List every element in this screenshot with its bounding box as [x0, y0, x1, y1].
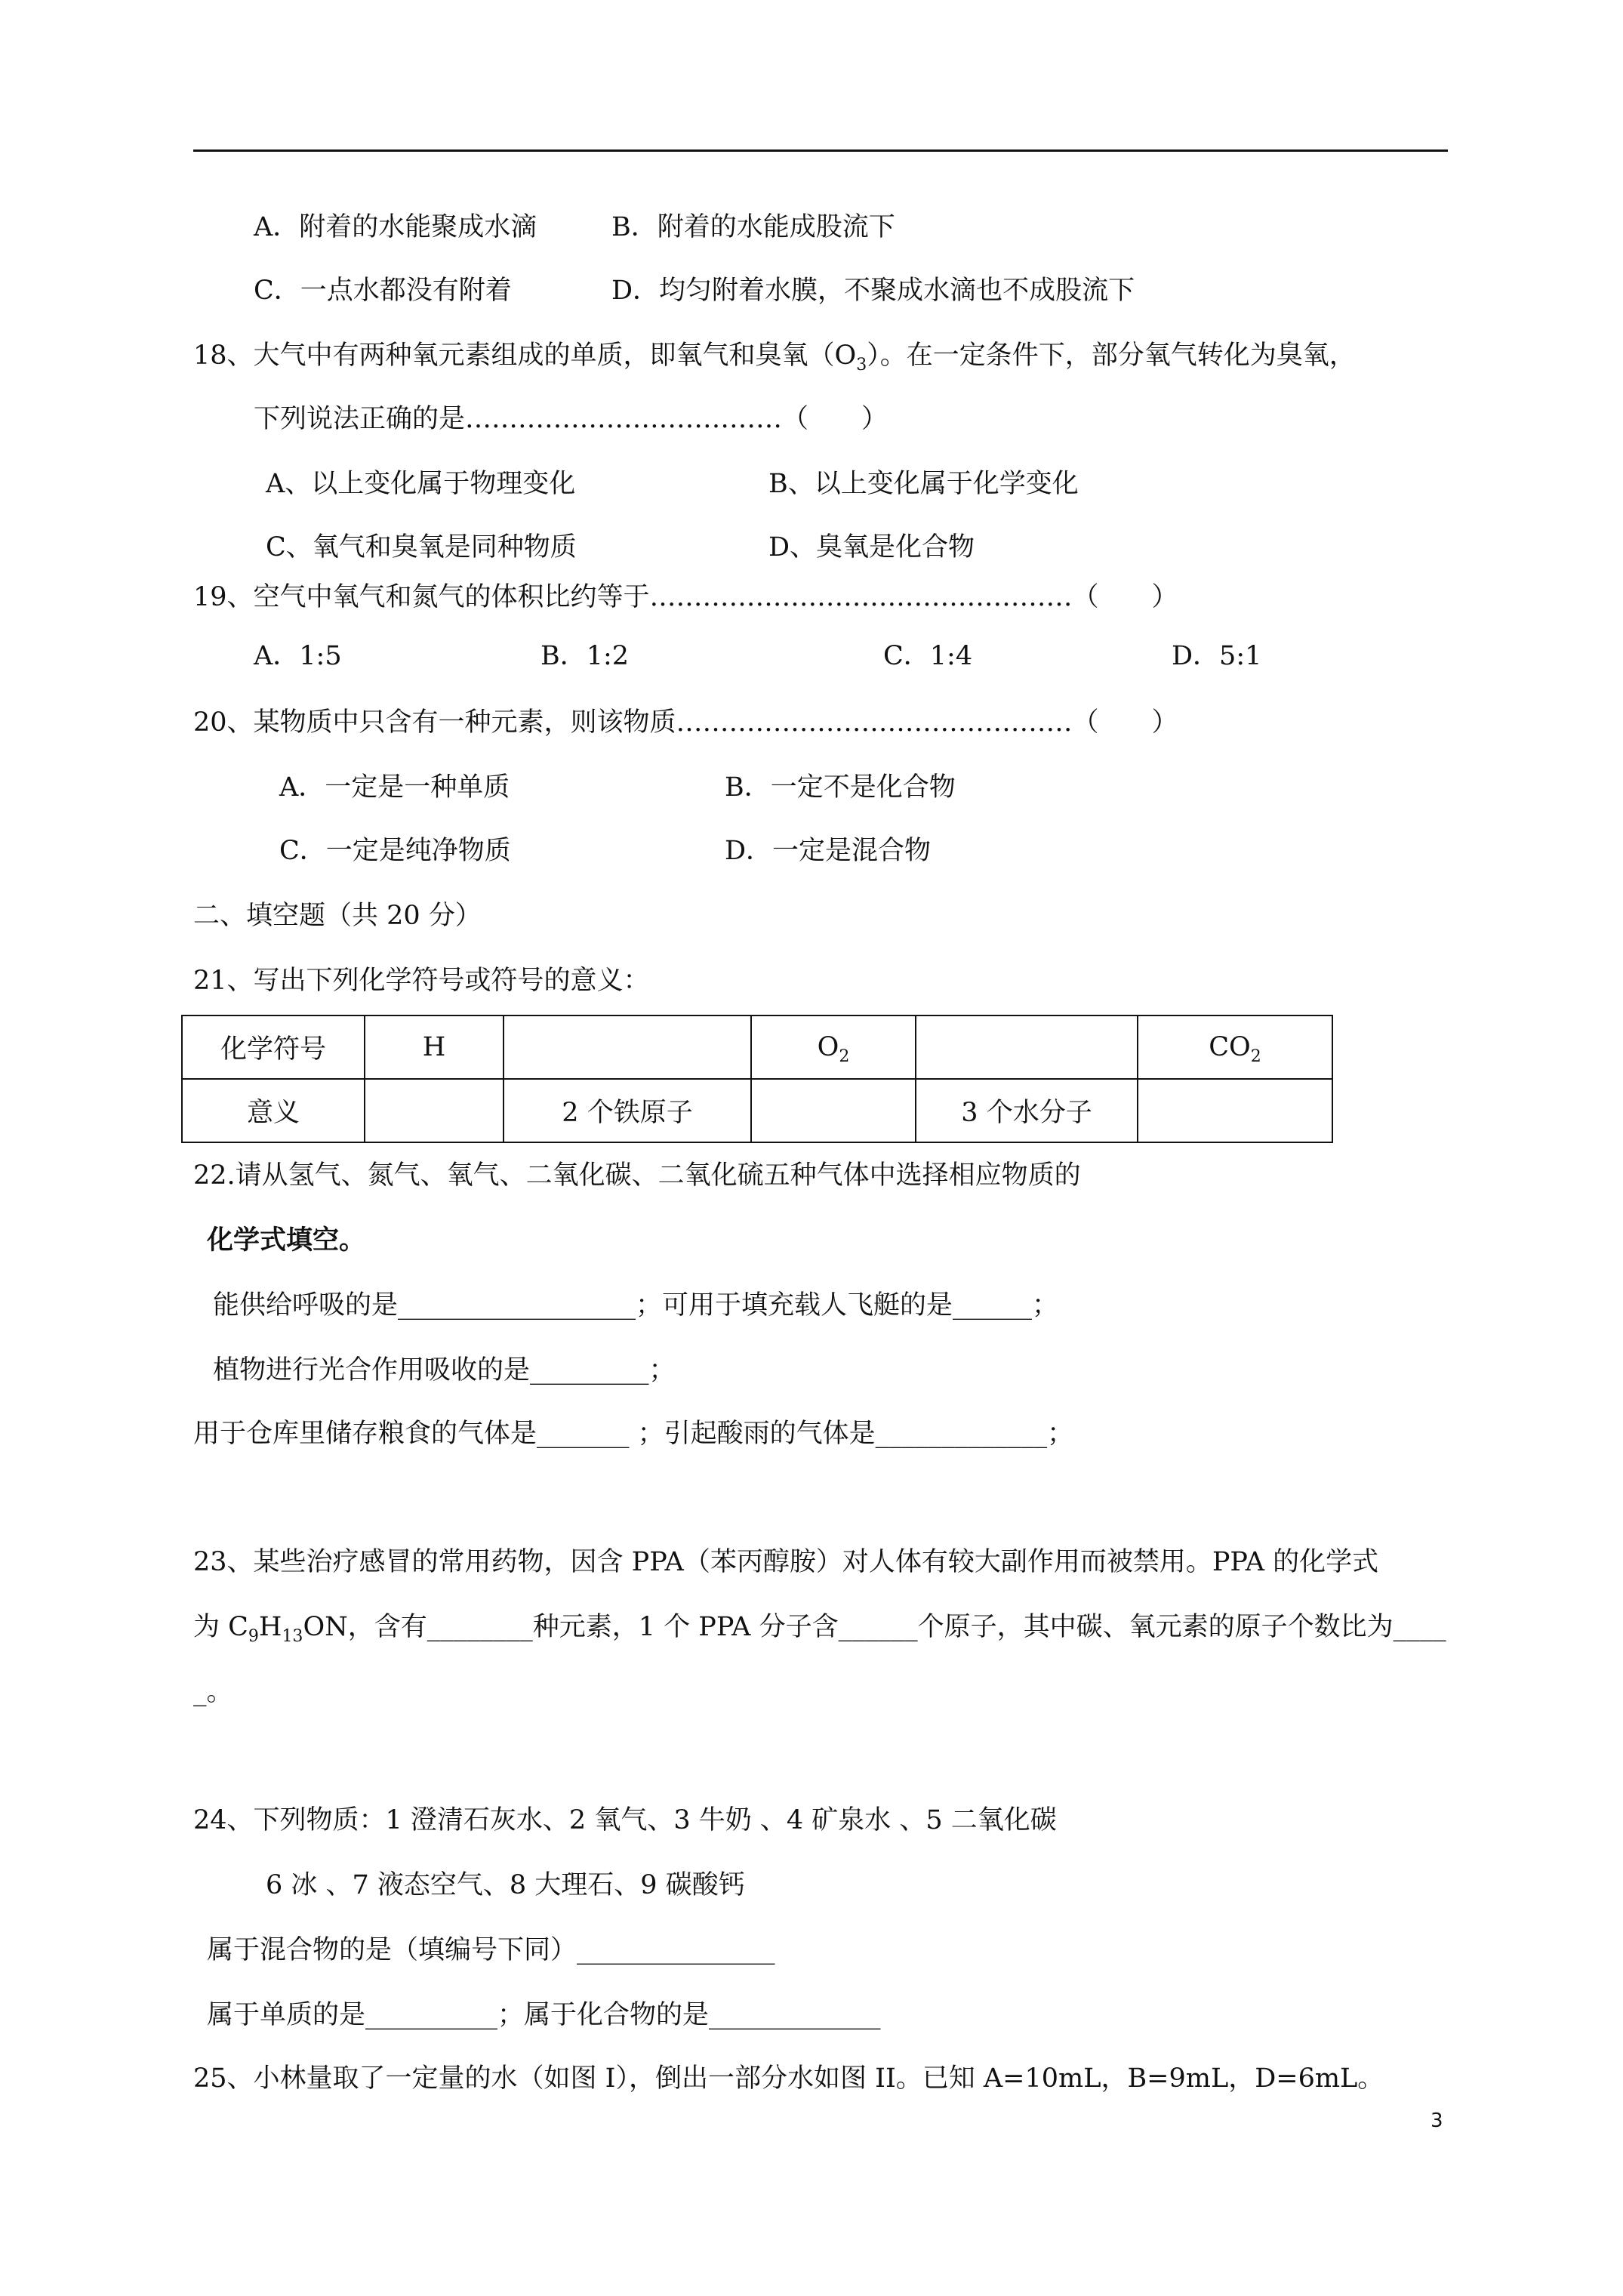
q21-stem: 21、写出下列化学符号或符号的意义： — [193, 966, 650, 996]
q18-option-b: B、以上变化属于化学变化 — [768, 469, 1079, 499]
q22-line2: 植物进行光合作用吸收的是_________； — [213, 1355, 676, 1385]
q18-option-c: C、氧气和臭氧是同种物质 — [266, 532, 577, 562]
q24-line1: 24、下列物质：1 澄清石灰水、2 氧气、3 牛奶 、4 矿泉水 、5 二氧化碳 — [193, 1805, 1057, 1835]
q20-option-a: A．一定是一种单质 — [279, 772, 510, 803]
q18-option-d: D、臭氧是化合物 — [768, 532, 975, 562]
q22-stem-line2: 化学式填空。 — [207, 1225, 366, 1256]
table-cell: 2 个铁原子 — [504, 1079, 751, 1142]
q24-line3: 属于混合物的是（填编号下同）_______________ — [207, 1935, 775, 1965]
q24-line2: 6 冰 、7 液态空气、8 大理石、9 碳酸钙 — [266, 1870, 745, 1900]
page-number: 3 — [1431, 2110, 1443, 2132]
q25-line1: 25、小林量取了一定量的水（如图 I），倒出一部分水如图 II。已知 A=10mL，B=9mL，D=6mL。 — [193, 2063, 1384, 2094]
table-cell: $CO_2$ — [1138, 1015, 1332, 1079]
q23-line1: 23、某些治疗感冒的常用药物，因含 PPA（苯丙醇胺）对人体有较大副作用而被禁用。PPA 的化学式 — [193, 1547, 1379, 1577]
q20-stem: 20、某物质中只含有一种元素，则该物质………………………………………（ ） — [193, 707, 1178, 738]
table-cell: 意义 — [182, 1079, 365, 1142]
table-cell — [916, 1015, 1138, 1079]
table-cell: 化学符号 — [182, 1015, 365, 1079]
q19-option-a: A．1:5 — [254, 641, 342, 671]
table-cell — [365, 1079, 504, 1142]
table-cell: H — [365, 1015, 504, 1079]
q20-option-c: C．一定是纯净物质 — [279, 836, 511, 866]
symbol-table — [181, 1015, 1333, 1143]
table-cell: $O_2$ — [751, 1015, 916, 1079]
q19-option-c: C．1:4 — [883, 641, 973, 671]
q19-option-d: D．5:1 — [1172, 641, 1262, 671]
q17-option-d: D．均匀附着水膜，不聚成水滴也不成股流下 — [611, 276, 1135, 306]
q19-option-b: B．1:2 — [540, 641, 630, 671]
table-cell: 3 个水分子 — [916, 1079, 1138, 1142]
q22-line3: 用于仓库里储存粮食的气体是_______ ；引起酸雨的气体是_____________； — [193, 1419, 1074, 1449]
q18-stem: 18、大气中有两种氧元素组成的单质，即氧气和臭氧$(O_3)$。在一定条件下，部分氧气转化为臭氧， — [193, 341, 1356, 374]
table-cell — [1138, 1079, 1332, 1142]
q22-stem: 22.请从氢气、氮气、氧气、二氧化碳、二氧化硫五种气体中选择相应物质的 — [193, 1160, 1081, 1191]
q19-stem: 19、空气中氧气和氮气的体积比约等于…………………………………………（ ） — [193, 582, 1178, 612]
q18-stem-line2: 下列说法正确的是………………………………（ ） — [254, 404, 888, 434]
q23-line2: 为 $C_9H_{13}ON$，含有________种元素，1 个 PPA 分子含______个原子，其中碳、氧元素的原子个数比为____ — [193, 1612, 1446, 1646]
q24-line4: 属于单质的是__________；属于化合物的是_____________ — [207, 2000, 881, 2030]
table-row — [182, 1079, 1332, 1142]
q17-option-c: C．一点水都没有附着 — [254, 276, 512, 306]
q17-option-a: A．附着的水能聚成水滴 — [254, 212, 537, 242]
table-row — [182, 1015, 1332, 1079]
q18-option-a: A、以上变化属于物理变化 — [266, 469, 576, 499]
q23-line3: _。 — [193, 1677, 233, 1707]
q20-option-d: D．一定是混合物 — [725, 836, 932, 866]
table-cell — [504, 1015, 751, 1079]
q20-option-b: B．一定不是化合物 — [725, 772, 956, 803]
header-rule — [193, 149, 1448, 152]
section-heading: 二、填空题（共 20 分） — [193, 901, 482, 931]
q22-line1: 能供给呼吸的是__________________；可用于填充载人飞艇的是______； — [213, 1290, 1059, 1321]
q17-option-b: B．附着的水能成股流下 — [611, 212, 895, 242]
table-cell — [751, 1079, 916, 1142]
